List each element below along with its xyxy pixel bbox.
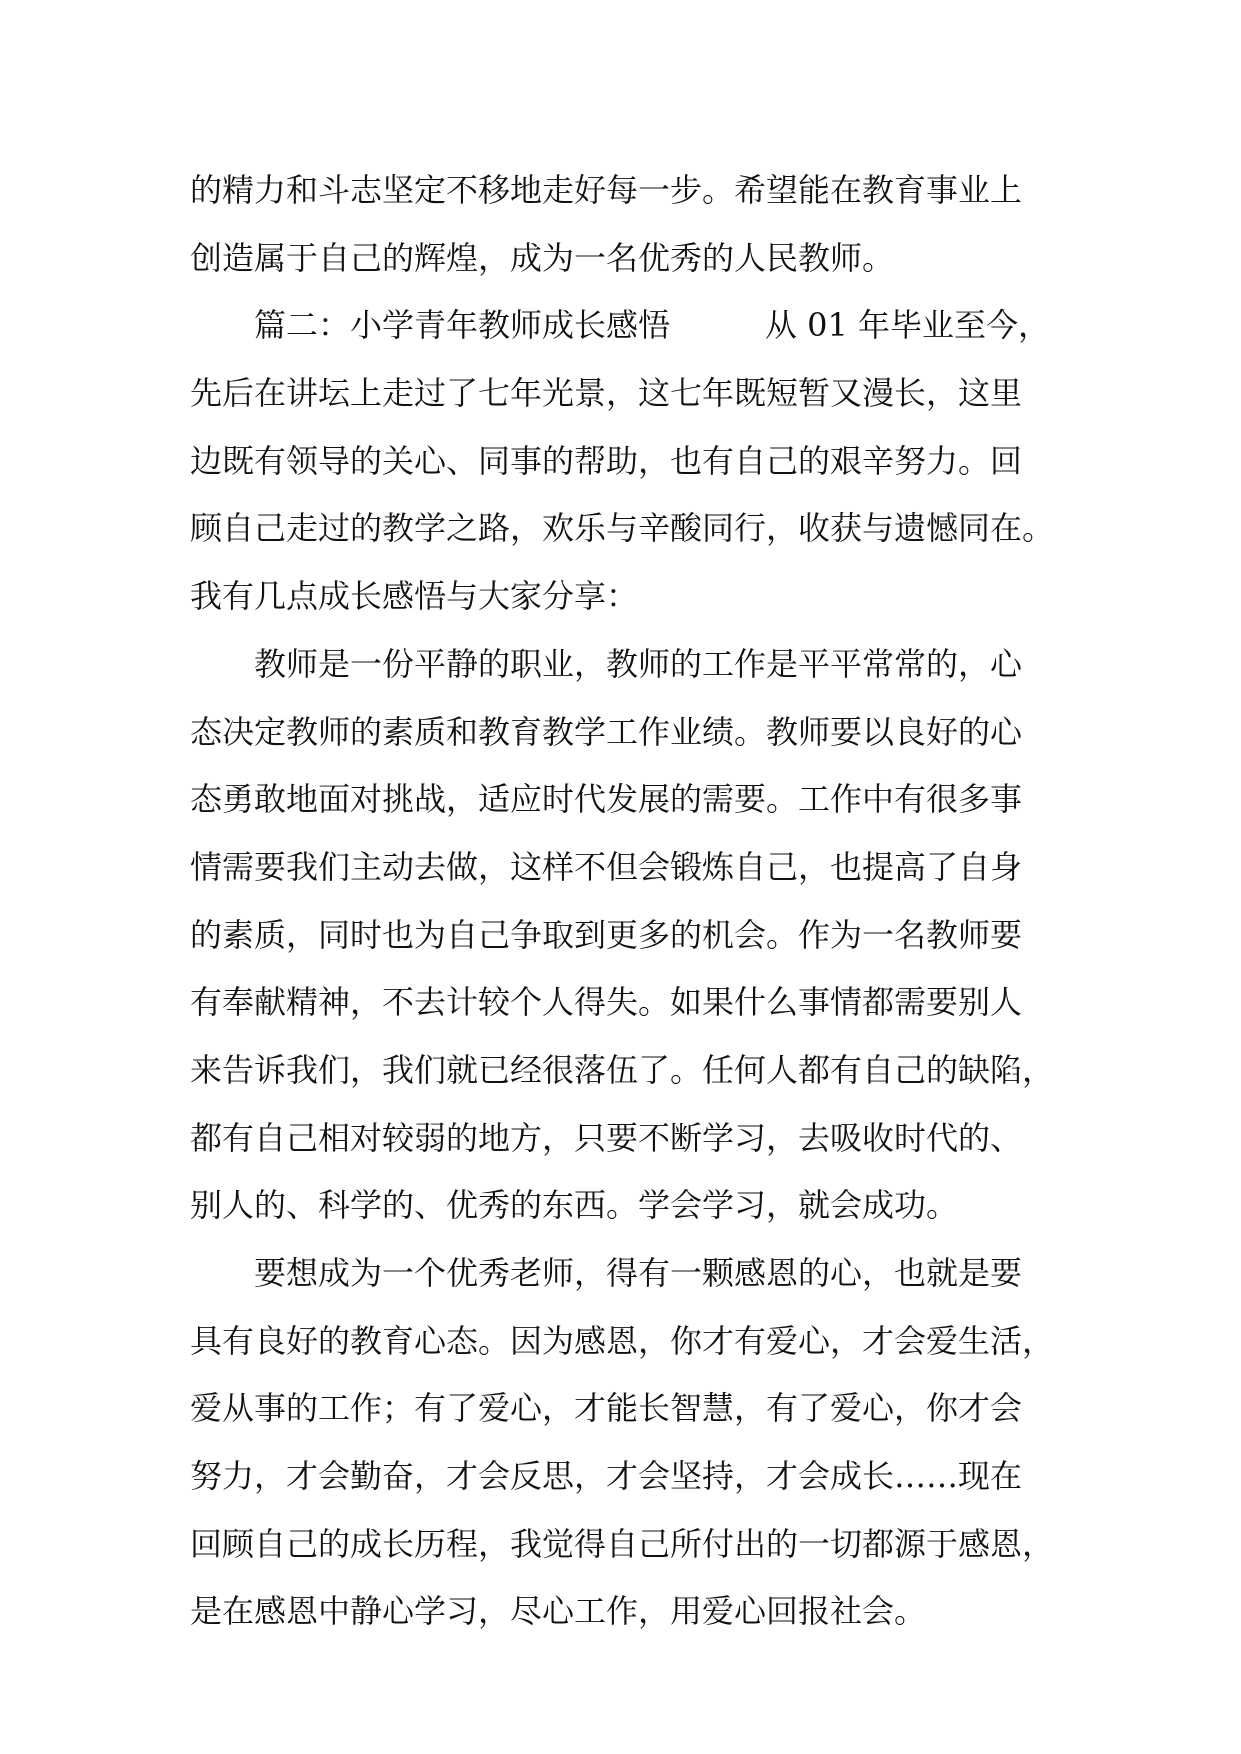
line-text: 边既有领导的关心、同事的帮助，也有自己的艰辛努力。回: [190, 441, 1023, 480]
text-line: [190, 563, 1050, 631]
text-line: [190, 834, 1050, 902]
text-line: [190, 1578, 1050, 1646]
text-line: [190, 495, 1055, 563]
paragraph-first-line: [190, 631, 1050, 699]
line-text: 来告诉我们，我们就已经很落伍了。任何人都有自己的缺陷，: [190, 1050, 1055, 1089]
section-heading-line: [190, 292, 1050, 360]
text-line: [190, 1375, 1050, 1443]
line-text: 具有良好的教育心态。因为感恩，你才有爱心，才会爱生活，: [190, 1321, 1055, 1360]
line-text: 态勇敢地面对挑战，适应时代发展的需要。工作中有很多事: [190, 780, 1023, 819]
text-line: [190, 1037, 1055, 1105]
line-text: 努力，才会勤奋，才会反思，才会坚持，才会成长……现在: [190, 1457, 1023, 1496]
text-line: [190, 1443, 1050, 1511]
line-text: 从 01 年毕业至今，: [764, 306, 1050, 345]
section-heading: 篇二：小学青年教师成长感悟: [254, 306, 671, 345]
line-text: 我有几点成长感悟与大家分享：: [190, 577, 639, 616]
paragraph-first-line: [190, 1240, 1050, 1308]
line-text: 别人的、科学的、优秀的东西。学会学习，就会成功。: [190, 1186, 959, 1225]
text-line: [190, 360, 1050, 428]
text-line: [190, 428, 1050, 496]
text-line: [190, 766, 1050, 834]
text-line: [190, 902, 1050, 970]
text-line: [190, 699, 1050, 767]
line-text: 都有自己相对较弱的地方，只要不断学习，去吸收时代的、: [190, 1118, 1023, 1157]
line-text: 有奉献精神，不去计较个人得失。如果什么事情都需要别人: [190, 983, 1023, 1022]
text-line: [190, 1511, 1055, 1579]
line-text: 态决定教师的素质和教育教学工作业绩。教师要以良好的心: [190, 712, 1023, 751]
text-line: [190, 1105, 1050, 1173]
line-text: 教师是一份平静的职业，教师的工作是平平常常的，心: [254, 644, 1023, 683]
line-text: 的精力和斗志坚定不移地走好每一步。希望能在教育事业上: [190, 171, 1023, 209]
line-text: 要想成为一个优秀老师，得有一颗感恩的心，也就是要: [254, 1254, 1023, 1292]
text-line: [190, 1172, 1050, 1240]
document-body: [190, 157, 1055, 1646]
line-text: 顾自己走过的教学之路，欢乐与辛酸同行，收获与遗憾同在。: [190, 509, 1055, 548]
line-text: 爱从事的工作；有了爱心，才能长智慧，有了爱心，你才会: [190, 1389, 1023, 1428]
text-line: [190, 157, 1050, 225]
text-line: [190, 225, 1050, 293]
line-text: 是在感恩中静心学习，尽心工作，用爱心回报社会。: [190, 1592, 927, 1631]
text-line: [190, 969, 1050, 1037]
line-text: 的素质，同时也为自己争取到更多的机会。作为一名教师要: [190, 915, 1023, 954]
line-text: 先后在讲坛上走过了七年光景，这七年既短暂又漫长，这里: [190, 374, 1023, 413]
line-text: 情需要我们主动去做，这样不但会锻炼自己，也提高了自身: [190, 847, 1023, 886]
text-line: [190, 1308, 1055, 1376]
line-text: 回顾自己的成长历程，我觉得自己所付出的一切都源于感恩，: [190, 1524, 1055, 1563]
line-text: 创造属于自己的辉煌，成为一名优秀的人民教师。: [190, 238, 895, 277]
